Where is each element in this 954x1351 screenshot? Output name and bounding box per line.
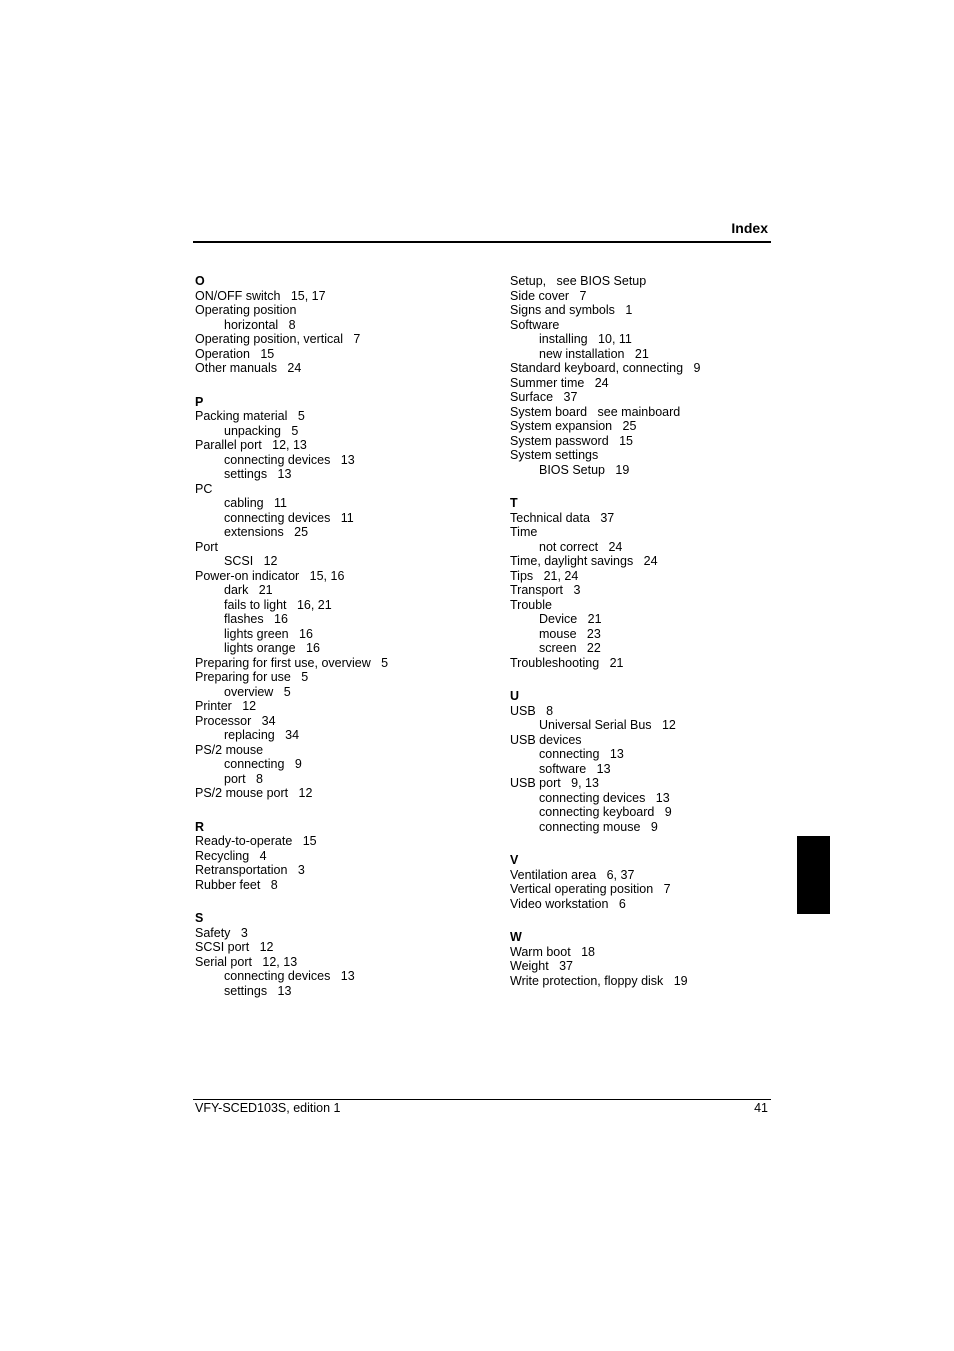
index-section [510,930,800,988]
section-letter: P [195,394,204,409]
index-subentry: settings 13 [224,983,292,998]
index-entry: Retransportation 3 [195,863,305,877]
index-entry: Write protection, floppy disk 19 [510,973,688,988]
index-subentry: connecting devices 13 [224,452,355,467]
index-entry: Video workstation 6 [510,896,626,911]
index-subentry: port 8 [224,771,263,786]
index-section [510,496,800,670]
index-subentry: connecting 9 [224,757,302,771]
footer-page-number: 41 [754,1101,768,1115]
index-subentry: lights green 16 [224,626,313,641]
index-section [195,274,495,376]
index-subentry: Universal Serial Bus 12 [539,718,676,732]
index-subentry: Device 21 [539,612,602,626]
index-subentry: connecting devices 11 [224,510,354,525]
index-entry: Ventilation area 6, 37 [510,867,635,882]
index-entry: Transport 3 [510,583,581,597]
index-entry: Side cover 7 [510,288,587,303]
index-subentry: mouse 23 [539,626,601,641]
index-subentry: settings 13 [224,467,292,481]
index-section [195,911,495,998]
index-subentry: overview 5 [224,684,291,699]
section-letter: R [195,819,205,834]
thumb-index-tab [797,836,830,914]
index-entry: Packing material 5 [195,409,305,423]
index-entry: Summer time 24 [510,375,609,390]
index-subentry: screen 22 [539,641,601,655]
index-entry: Serial port 12, 13 [195,954,298,969]
index-entry: Operating position [195,303,297,317]
index-entry: Power-on indicator 15, 16 [195,568,345,583]
index-column-left [195,274,495,1017]
index-subentry: new installation 21 [539,346,649,361]
index-entry: Tips 21, 24 [510,568,579,583]
index-entry: Processor 34 [195,713,276,728]
index-subentry: connecting 13 [539,747,624,761]
index-entry: Setup, see BIOS Setup [510,274,647,288]
index-subentry: connecting keyboard 9 [539,805,672,819]
index-subentry: extensions 25 [224,525,309,539]
index-column-right [510,274,800,1007]
index-section [195,820,495,893]
index-entry: Software [510,317,560,332]
index-entry: Trouble [510,597,552,612]
index-entry: System password 15 [510,433,633,448]
index-entry: Preparing for first use, overview 5 [195,655,389,670]
index-entry: Parallel port 12, 13 [195,438,307,452]
index-section [510,274,800,477]
index-subentry: unpacking 5 [224,423,299,438]
index-entry: Recycling 4 [195,848,267,863]
section-letter: W [510,930,522,944]
index-entry: USB devices [510,732,582,747]
index-entry: Safety 3 [195,925,248,940]
index-subentry: software 13 [539,761,611,776]
index-entry: ON/OFF switch 15, 17 [195,288,326,303]
index-entry: Technical data 37 [510,510,615,525]
header-rule [193,241,771,243]
index-entry: USB 8 [510,703,554,718]
index-entry: PC [195,481,213,496]
index-subentry: horizontal 8 [224,317,296,332]
index-entry: SCSI port 12 [195,940,274,954]
index-subentry: connecting devices 13 [224,969,355,983]
index-entry: Other manuals 24 [195,361,302,375]
index-entry: USB port 9, 13 [510,776,599,790]
index-section [195,395,495,801]
section-letter: S [195,911,204,925]
index-entry: Ready-to-operate 15 [195,834,317,848]
index-subentry: SCSI 12 [224,554,278,568]
section-letter: T [510,496,518,510]
index-subentry: not correct 24 [539,539,623,554]
index-section [510,853,800,911]
index-entry: Vertical operating position 7 [510,882,671,896]
footer-rule [193,1099,771,1100]
index-entry: Time, daylight savings 24 [510,554,658,568]
index-subentry: lights orange 16 [224,641,320,655]
section-letter: U [510,689,520,703]
section-letter: O [195,274,205,288]
index-entry: System settings [510,448,599,462]
page-header-title: Index [731,220,768,236]
index-entry: Troubleshooting 21 [510,655,624,670]
index-entry: PS/2 mouse port 12 [195,786,313,800]
index-entry: Port [195,539,218,554]
index-subentry: cabling 11 [224,496,288,510]
index-subentry: connecting mouse 9 [539,819,658,834]
section-letter: V [510,853,519,867]
index-entry: Signs and symbols 1 [510,303,633,317]
index-entry: PS/2 mouse [195,742,264,757]
index-subentry: connecting devices 13 [539,790,670,805]
index-entry: Printer 12 [195,699,257,713]
index-entry: System expansion 25 [510,419,637,433]
index-subentry: BIOS Setup 19 [539,462,630,477]
index-section [510,689,800,834]
index-entry: Warm boot 18 [510,944,595,959]
index-subentry: flashes 16 [224,612,288,626]
index-entry: Operating position, vertical 7 [195,332,361,346]
index-entry: Rubber feet 8 [195,877,278,892]
index-subentry: replacing 34 [224,728,300,742]
index-entry: Standard keyboard, connecting 9 [510,361,701,375]
index-entry: Operation 15 [195,346,275,361]
footer-doc-id: VFY-SCED103S, edition 1 [195,1101,341,1115]
index-entry: Surface 37 [510,390,578,404]
index-subentry: dark 21 [224,583,273,597]
index-entry: Weight 37 [510,959,574,973]
index-subentry: fails to light 16, 21 [224,597,332,612]
index-subentry: installing 10, 11 [539,332,632,346]
index-entry: Preparing for use 5 [195,670,309,684]
index-entry: Time [510,525,538,539]
index-entry: System board see mainboard [510,404,681,419]
